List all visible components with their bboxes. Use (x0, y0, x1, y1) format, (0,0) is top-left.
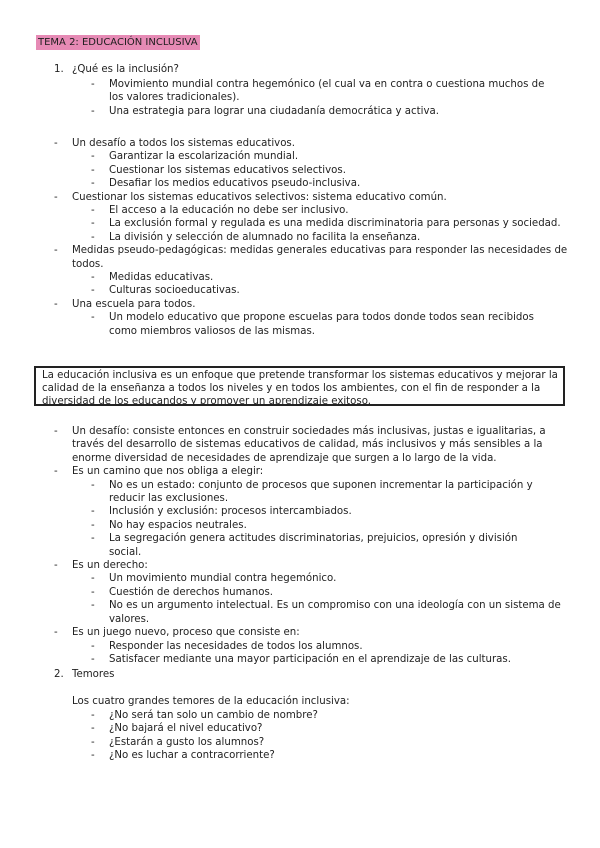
dash-bullet: - (54, 466, 58, 478)
list-item: - La división y selección de alumnado no facilita la enseñanza. (91, 231, 421, 243)
list-item: - Inclusión y exclusión: procesos intercambiados. (91, 506, 352, 518)
list-item: - Es un derecho: (54, 560, 148, 572)
list-item: - Es un juego nuevo, proceso que consiste en: (54, 627, 300, 639)
list-item: - El acceso a la educación no debe ser inclusivo. (91, 205, 349, 217)
dash-bullet: - (91, 586, 95, 598)
list-item: - Una estrategia para lograr una ciudadanía democrática y activa. (91, 105, 439, 117)
dash-bullet: - (54, 627, 58, 639)
dash-bullet: - (91, 218, 95, 230)
section-heading: Temores (72, 669, 115, 681)
list-item: - Cuestionar los sistemas educativos selectivos: sistema educativo común. (54, 191, 447, 203)
dash-bullet: - (91, 573, 95, 585)
list-item: - Medidas educativas. (91, 272, 214, 284)
list-item: - Culturas socioeducativas. (91, 285, 240, 297)
section-2-heading (0, 668, 600, 681)
list-item: - Movimiento mundial contra hegemónico (el cual va en contra o cuestiona muchos de los valores tradicionales). (91, 79, 545, 104)
dash-bullet: - (91, 709, 95, 721)
section-number: 1. (54, 64, 64, 75)
list-item: - Garantizar la escolarización mundial. (91, 151, 299, 163)
list-item: - Un desafío a todos los sistemas educativos. (54, 138, 295, 149)
dash-bullet: - (91, 533, 95, 545)
list-item: - ¿Estarán a gusto los alumnos? (91, 736, 265, 748)
dash-bullet: - (54, 191, 58, 203)
list-item: - ¿No bajará el nivel educativo? (91, 723, 263, 735)
section-2-intro: Los cuatro grandes temores de la educación inclusiva: (72, 696, 350, 708)
section-1 (0, 63, 600, 118)
list-item: - Cuestión de derechos humanos. (91, 586, 273, 598)
dash-bullet: - (54, 138, 58, 149)
dash-bullet: - (91, 164, 95, 176)
dash-bullet: - (91, 178, 95, 190)
list-item: - Cuestionar los sistemas educativos selectivos. (91, 164, 346, 176)
dash-bullet: - (91, 479, 95, 491)
dash-bullet: - (91, 653, 95, 665)
dash-bullet: - (91, 285, 95, 297)
list-item: - Una escuela para todos. (54, 298, 196, 310)
dash-bullet: - (91, 519, 95, 531)
dash-bullet: - (91, 600, 95, 612)
section-heading: ¿Qué es la inclusión? (72, 64, 179, 75)
document-title: TEMA 2: EDUCACIÓN INCLUSIVA (38, 37, 198, 48)
dash-bullet: - (54, 560, 58, 572)
list-item: - No es un argumento intelectual. Es un compromiso con una ideología con un sistema de valores. (91, 600, 561, 625)
dash-bullet: - (91, 79, 95, 90)
list-item: - No es un estado: conjunto de procesos que suponen incrementar la participación y reducir las exclusiones. (91, 479, 533, 505)
dash-bullet: - (91, 640, 95, 652)
definition-box: La educación inclusiva es un enfoque que pretende transformar los sistemas educativos y mejorar la calidad de la enseñanza a todos los niveles y en todos los ambientes, con el fin de responder a la diversidad de los educandos y promover un aprendizaje exitoso. (34, 366, 565, 406)
dash-bullet: - (91, 749, 95, 761)
list-item: - Satisfacer mediante una mayor participación en el aprendizaje de las culturas. (91, 653, 511, 665)
section-1-heading (0, 63, 600, 77)
list-item: - Medidas pseudo-pedagógicas: medidas generales educativas para responder las necesidades de todos. (54, 245, 568, 270)
list-item: - Desafiar los medios educativos pseudo-inclusiva. (91, 178, 361, 190)
dash-bullet: - (91, 506, 95, 518)
list-item: - Un movimiento mundial contra hegemónico. (91, 573, 337, 585)
section-number: 2. (54, 669, 64, 681)
dash-bullet: - (91, 723, 95, 735)
dash-bullet: - (54, 245, 58, 257)
dash-bullet: - (54, 298, 58, 310)
list-item: - ¿No es luchar a contracorriente? (91, 749, 275, 761)
list-item: - Es un camino que nos obliga a elegir: (54, 466, 264, 478)
dash-bullet: - (91, 736, 95, 748)
bullet-group-2 (0, 425, 600, 762)
list-item: - No hay espacios neutrales. (91, 519, 247, 531)
list-item: - Un desafío: consiste entonces en construir sociedades más inclusivas, justas e igualitarias, a través del desarrollo de sistemas educativos de calidad, más inclusivos y más sensibles a la enorme diversidad de necesidades de aprendizaje que surgen a lo largo de la vida. (54, 426, 546, 464)
dash-bullet: - (91, 231, 95, 243)
dash-bullet: - (54, 426, 58, 437)
bullet-group-1 (0, 137, 600, 338)
dash-bullet: - (91, 105, 95, 117)
dash-bullet: - (91, 151, 95, 163)
dash-bullet: - (91, 272, 95, 284)
list-item: - ¿No será tan solo un cambio de nombre? (91, 709, 318, 721)
list-item: - Un modelo educativo que propone escuelas para todos donde todos sean recibidos como miembros valiosos de las mismas. (91, 312, 534, 337)
dash-bullet: - (91, 205, 95, 217)
list-item: - La segregación genera actitudes discriminatorias, prejuicios, opresión y división social. (91, 533, 518, 558)
list-item: - La exclusión formal y regulada es una medida discriminatoria para personas y sociedad. (91, 218, 561, 230)
list-item: - Responder las necesidades de todos los alumnos. (91, 640, 363, 652)
dash-bullet: - (91, 312, 95, 324)
